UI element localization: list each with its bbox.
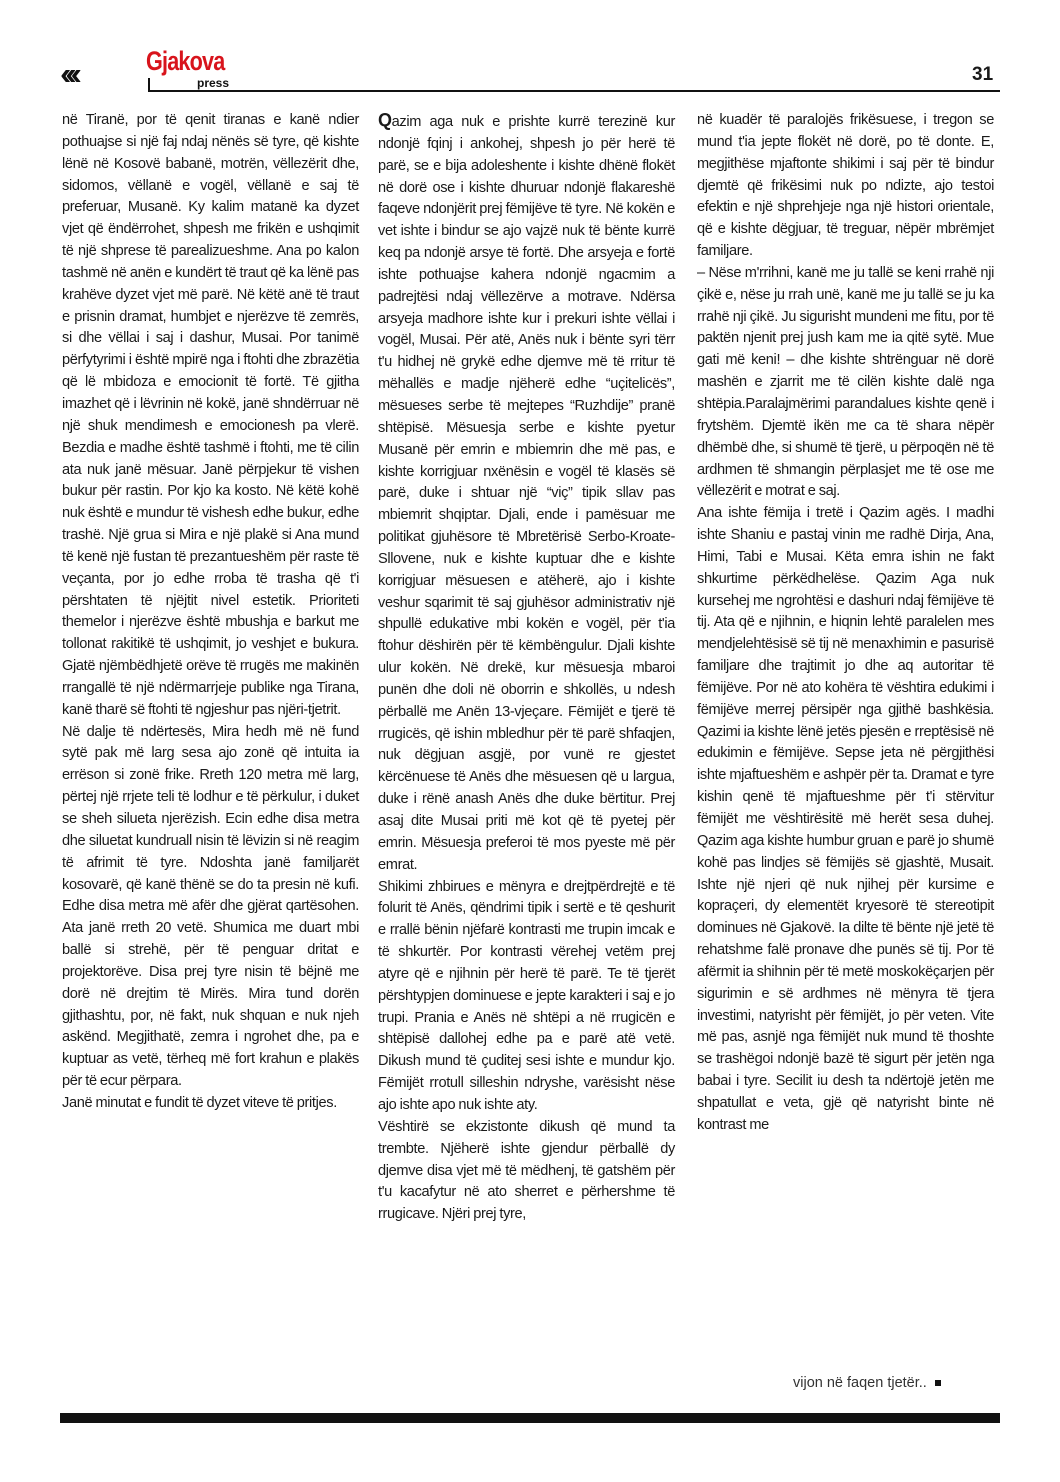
continued-note	[793, 1374, 941, 1392]
header-rule	[148, 90, 1000, 92]
article-column-3	[697, 110, 994, 1137]
page-header	[0, 0, 1060, 100]
paragraph: Në dalje të ndërtesës, Mira hedh më në fund sytë pak më larg sesa ajo zonë që intuita ia errëson si zonë frike. Rreth 120 metra më larg, përtej një rrjete teli të lodhur e të përkulur, i duket se sheh silueta njerëzish. Ecin edhe disa metra dhe siluetat kundruall nisin të lëvizin si në reagim të afrimit të tyre. Ndoshta janë familjarët kosovarë, që kanë thënë se do ta presin në kufi. Edhe disa metra më afër dhe gjërat qartësohen. Ata janë rreth 20 vetë. Shumica me duart mbi ballë si strehë, për të penguar dritat e projektorëve. Disa prej tyre nisin të bëjnë me dorë në drejtim të Mirës. Mira tund dorën gjithashtu, por, në fakt, nuk shquan e nuk njeh askënd. Megjithatë, zemra i ngrohet dhe, pa e kuptuar as vetë, tërheq më fort krahun e plakës për të ecur përpara.	[62, 723, 359, 1090]
logo: Gjakova	[146, 46, 225, 76]
paragraph: – Nëse m'rrihni, kanë me ju tallë se keni rrahë nji çikë e, nëse ju rrah unë, kanë me ju tallë se ju ka rrahë nji çikë. Ju sigurisht mundeni me fitu, por të paktën njenit prej jush kam me ia qitë sytë. Mue gati më keni! – dhe kishte shtrënguar në dorë mashën e zjarrit me të cilën kishte dalë nga shtëpia.Paralajmërimi parandalues kishte qenë i frytshëm. Djemtë ikën me ca të shara nëpër dhëmbë dhe, si shumë të tjerë, u përpoqën në të ardhmen të shmangin përplasjet me të ose me vëllezërit e motrat e saj.	[697, 264, 994, 500]
logo-subtitle: press	[197, 76, 230, 90]
chevrons-icon: ‹‹‹	[60, 56, 76, 92]
paragraph: në Tiranë, por të qenit tiranas e kanë ndier pothuajse si një faj ndaj nënës së tyre, që kishte lënë në Kosovë babanë, motrën, vëllezërit dhe, sidomos, vëllanë e vogël, vëllanë e saj të preferuar, Musanë. Ky kalim matanë ka dyzet vjet që ëndërrohet, shpesh me frikën e ushqimit të një shprese të parealizueshme. Ana po kalon tashmë në anën e kundërt të traut që ka lënë pas krahëve dyzet vjet më parë. Në këtë anë të traut e prisnin dramat, humbjet e njerëzve të zemrës, si dhe vëllai i saj i dashur, Musai. Por tanimë përfytyrimi i është mpirë nga i ftohti dhe zbrazëtia që lë mbidoza e emocionit të fortë. Të gjitha imazhet që i lëvrinin në kokë, janë shndërruar në një shuk mendimesh e emocionesh pa vlerë. Bezdia e madhe është tashmë i ftohti, me të cilin ata nuk janë mësuar. Janë përpjekur të vishen bukur për rastin. Por kjo ka kosto. Në këtë kohë nuk është e mundur të vishesh edhe bukur, edhe trashë. Një grua si Mira e një plakë si Ana mund të kenë një fustan të prezantueshëm për raste të veçanta, por jo edhe rroba të trasha që t'i përshtaten të njëjtit nivel estetik. Prioriteti themelor i njerëzve është mbushja e barkut me tollonat rakitikë të ushqimit, jo veshjet e bukura. Gjatë njëmbëdhjetë orëve të rrugës me makinën rrangallë të një ndërmarrjeje publike nga Tirana, kanë tharë së ftohti të ngjeshur pas njëri-tjetrit.	[62, 112, 359, 718]
paragraph-text: azim aga nuk e prishte kurrë terezinë kur ndonjë fqinj i ankohej, shpesh jo për herë të parë, se e bija adoleshente i kishte dhënë flokët në dorë ose i kishte dhuruar ndonjë flakareshë faqeve ndonjërit prej fëmijëve të tyre. Në kokën e vet ishte i bindur se ajo vajzë nuk të bënte kurrë keq pa ndonjë arsye të fortë. Dhe arsyeja e fortë ishte pothuajse kahera ndonjë ngacmim a padrejtësi ndaj vëllezërve a motrave. Ndërsa arsyeja madhore ishte kur i prekuri ishte vëllai i vogël, Musai. Për atë, Anës nuk i bënte syri tërr t'u hidhej në grykë edhe djemve më të rritur të mëhallës e madje njëherë edhe “uçitelicës”, mësueses serbe të mejtepes “Ruzhdije” pranë shtëpisë. Mësuesja serbe e kishte pyetur Musanë për emrin e mbiemrin dhe më pas, e kishte korrigjuar nxënësin e vogël të klasës së parë, duke i shtuar një “viç” tipik sllav pas mbiemrit shqiptar. Djali, ende i pamësuar me politikat gjuhësore të Mbretërisë Serbo-Kroate-Sllovene, nuk e kishte kuptuar dhe e kishte korrigjuar mësuesen e atëherë, ajo i kishte veshur sqarimit të saj gjuhësor administrativ një shpullë edukative mbi kokën e vogël, për t'ia ftohur dëshirën për të këmbëngulur. Djali kishte ulur kokën. Në drekë, kur mësuesja mbaroi punën dhe doli në oborrin e shkollës, u ndesh përballë me Anën 13-vjeçare. Fëmijët e tjerë të rrugicës, që ishin mbledhur për të parë shfaqjen, nuk dëgjuan asgjë, por vunë re gjestet kërcënuese të Anës dhe mësuesen që u largua, duke i rënë anash Anës dhe duke bërtitur. Prej asaj dite Musai priti më kot që të pyetej për emrin. Mësuesja preferoi të mos pyeste më për emrat.	[378, 114, 675, 873]
article-column-2	[378, 110, 675, 1226]
paragraph: Vështirë se ekzistonte dikush që mund ta trembte. Njëherë ishte gjendur përballë dy djemve disa vjet më të mëdhenj, të gatshëm për t'u kacafytur në ato sherret e përhershme të rrugicave. Njëri prej tyre,	[378, 1118, 675, 1223]
paragraph: Janë minutat e fundit të dyzet viteve të pritjes.	[62, 1094, 337, 1111]
page-number: 31	[972, 64, 994, 85]
square-bullet-icon	[935, 1380, 941, 1386]
article-column-1	[62, 110, 359, 1115]
continued-text: vijon në faqen tjetër..	[793, 1375, 927, 1391]
initial-letter: Q	[378, 110, 392, 130]
paragraph: në kuadër të paralojës frikësuese, i tregon se mund t'ia jepte flokët në dorë, po të donte. E, megjithëse mjaftonte shikimi i saj për të bindur djemtë që frikësimi nuk po ndizte, ajo testoi efektin e një shprehjeje nga një histori orientale, që e kishte dëgjuar, të treguar, nëpër mbrëmjet familjare.	[697, 112, 994, 260]
paragraph: Shikimi zhbirues e mënyra e drejtpërdrejtë e të folurit të Anës, qëndrimi tipik i sertë e të qeshurit e rrallë bënin njëfarë kontrasti me trupin imcak e të shkurtër. Por kontrasti vërehej vetëm prej atyre që e njihnin për herë të parë. Te të tjerët përshtypjen dominuese e jepte karakteri i saj e jo trupi. Prania e Anës në shtëpi a në rrugicën e shtëpisë dallohej edhe pa e parë atë vetë. Dikush mund të çuditej sesi ishte e mundur kjo. Fëmijët rrotull silleshin ndryshe, varësisht nëse ajo ishte apo nuk ishte aty.	[378, 878, 675, 1113]
paragraph	[378, 110, 675, 877]
footer-bar	[60, 1413, 1000, 1423]
paragraph: Ana ishte fëmija i tretë i Qazim agës. I madhi ishte Shaniu e pastaj vinin me radhë Dirja, Ana, Himi, Tabi e Musai. Këta emra ishin ne fakt shkurtime përkëdhelëse. Qazim Aga nuk kursehej me ngrohtësi e dashuri ndaj fëmijëve të tij. Ata që e njihnin, e hiqnin lehtë paralelen mes mendjelehtësisë së tij në menaxhimin e pasurisë familjare dhe trajtimit jo dhe aq autoritar të fëmijëve. Por në ato kohëra të vështira edukimi i fëmijëve merrej përsipër nga gjithë bashkësia. Qazimi ia kishte lënë jetës pjesën e rreptësisë në edukimin e fëmijëve. Sepse jeta në përgjithësi ishte mjaftueshëm e ashpër për ta. Dramat e tyre kishin qenë të mjaftueshme për t'i stërvitur fëmijët me vështirësitë më herët sesa duhej. Qazim aga kishte humbur gruan e parë jo shumë kohë pas lindjes së fëmijës së gjashtë, Musait. Ishte një njeri që nuk njihej për kursime e kopraçeri, dy elementët kryesorë të stereotipit dominues në Gjakovë. Ia dilte të bënte një jetë të rehatshme falë pronave dhe punës së tij. Por të afërmit ia shihnin për të metë moskokëçarjen për sigurimin e së ardhmes në mënyra të tjera investimi, natyrisht për fëmijët, jo për veten. Vite më pas, asnjë nga fëmijët nuk mund të thoshte se trashëgoi ndonjë bazë të sigurt për jetën nga babai i tyre. Secilit iu desh ta ndërtojë jetën me shpatullat e veta, gjë që natyrisht binte në kontrast me	[697, 505, 994, 1133]
